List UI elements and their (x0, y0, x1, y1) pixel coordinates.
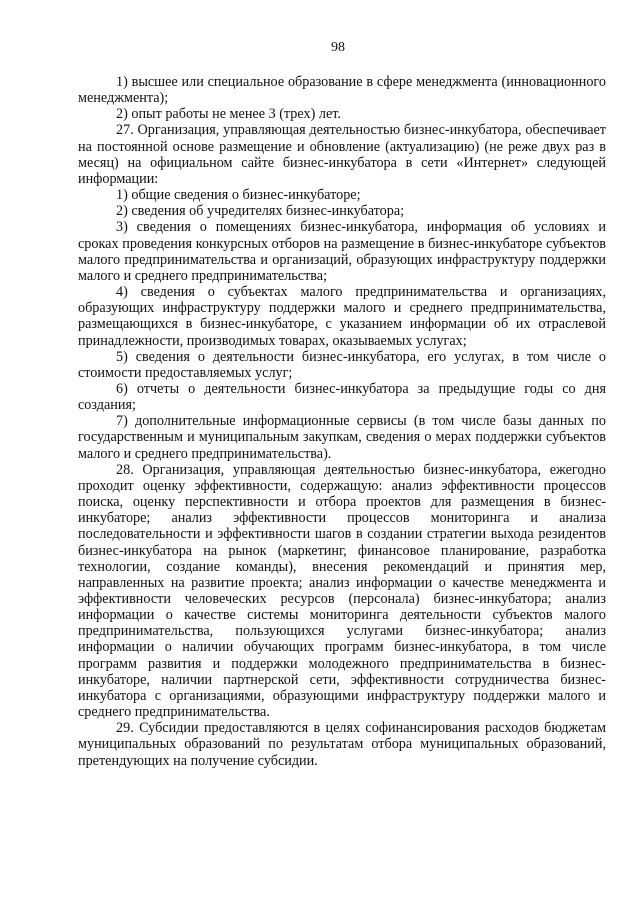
document-body (78, 74, 606, 769)
paragraph-1: 1) высшее или специальное образование в сфере менеджмента (инновационного менеджмента); (78, 74, 606, 107)
paragraph-10: 7) дополнительные информационные сервисы (в том числе базы данных по государственным и муниципальным закупкам, сведения о мерах поддержки субъектов малого и среднего предпринимательства). (78, 413, 606, 462)
paragraph-4: 1) общие сведения о бизнес-инкубаторе; (116, 187, 361, 204)
paragraph-5: 2) сведения об учредителях бизнес-инкубатора; (116, 203, 405, 220)
paragraph-8: 5) сведения о деятельности бизнес-инкубатора, его услугах, в том числе о стоимости предоставляемых услуг; (78, 348, 606, 381)
paragraph-11: 28. Организация, управляющая деятельностью бизнес-инкубатора, ежегодно проходит оценку эффективности, содержащую: анализ эффективности процессов поиска, оценку перспективности и отбора проектов для размещения в бизнес-инкубаторе; анализ эффективности процессов мониторинга и анализа последовательности и эффективности шагов в создании стратегии выхода резидентов бизнес-инкубатора на рынок (маркетинг, финансовое планирование, разработка технологии, создание команды), внесения рекомендаций и принятия мер, направленных на развитие проекта; анализ информации о качестве менеджмента и эффективности человеческих ресурсов (персонала) бизнес-инкубатора; анализ информации о качестве системы мониторинга деятельности субъектов малого предпринимательства, пользующихся услугами бизнес-инкубатора; анализ информации о наличии обучающих программ бизнес-инкубатора, в том числе программ развития и поддержки молодежного предпринимательства в бизнес-инкубаторе, наличии партнерской сети, эффективности сотрудничества бизнес-инкубатора с организациями, образующими инфраструктуру поддержки малого и среднего предпринимательства. (78, 461, 606, 721)
paragraph-12: 29. Субсидии предоставляются в целях софинансирования расходов бюджетам муниципальных образований по результатам отбора муниципальных образований, претендующих на получение субсидии. (78, 720, 606, 769)
paragraph-9: 6) отчеты о деятельности бизнес-инкубатора за предыдущие годы со дня создания; (78, 380, 606, 414)
page-number: 98 (331, 40, 345, 55)
paragraph-7: 4) сведения о субъектах малого предпринимательства и организациях, образующих инфраструктуру поддержки малого и среднего предпринимательства, размещающихся в бизнес-инкубаторе, с указанием информации об их отраслевой принадлежности, производимых товарах, оказываемых услугах; (78, 284, 606, 349)
paragraph-6: 3) сведения о помещениях бизнес-инкубатора, информация об условиях и сроках проведения конкурсных отборов на размещение в бизнес-инкубаторе субъектов малого предпринимательства и организаций, образующих инфраструктуру поддержки малого и среднего предпринимательства; (78, 219, 606, 284)
paragraph-3: 27. Организация, управляющая деятельностью бизнес-инкубатора, обеспечивает на постоянной основе размещение и обновление (актуализацию) (не реже двух раз в месяц) на официальном сайте бизнес-инкубатора в сети «Интернет» следующей информации: (78, 122, 606, 187)
paragraph-2: 2) опыт работы не менее 3 (трех) лет. (116, 106, 341, 123)
